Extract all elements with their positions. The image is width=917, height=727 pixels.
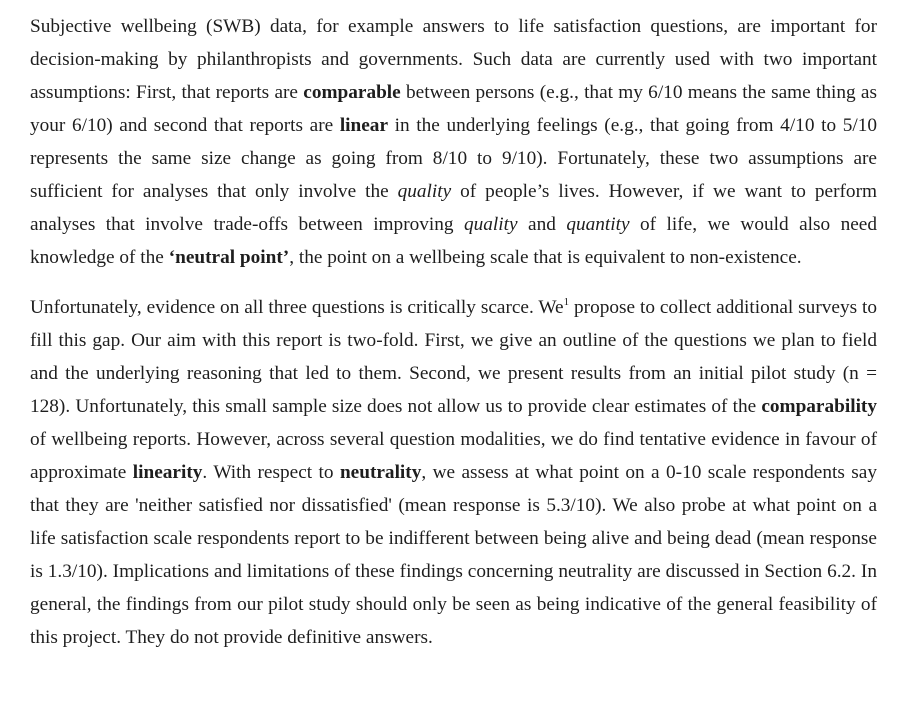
term-quality: quality (464, 214, 518, 235)
text-run: Unfortunately, evidence on all three questions is critically scarce. We (30, 297, 564, 318)
term-comparable: comparable (303, 82, 401, 103)
term-neutrality: neutrality (339, 462, 422, 483)
term-linearity: linearity (132, 462, 203, 483)
text-run: Subjective wellbeing (SWB) data, for example answers to life satisfaction questions, are important for decision-making by philanthropists and governments. Such data are currently used with two important assumptions: First, that reports are (30, 16, 877, 103)
term-quantity: quantity (566, 214, 630, 235)
text-run: propose to collect additional surveys to fill this gap. Our aim with this report is two-fold. First, we give an outline of the questions we plan to field and the underlying reasoning that led to them. Second, we present results from an initial pilot study (n = 128). Unfortunately, this small sample size does not allow us to provide clear estimates of the (30, 297, 877, 417)
text-run: . With respect to (202, 462, 340, 483)
term-comparability: comparability (761, 396, 877, 417)
text-run: in the underlying feelings (e.g., that going from 4/10 to 5/10 represents the same size change as going from 8/10 to 9/10). Fortunately, these two assumptions are sufficient for analyses that only involve the (30, 115, 877, 202)
term-linear: linear (339, 115, 389, 136)
term-quality: quality (397, 181, 452, 202)
text-run: , the point on a wellbeing scale that is equivalent to non-existence. (289, 247, 802, 268)
text-run: and (517, 214, 567, 235)
text-run: , we assess at what point on a 0-10 scale respondents say that they are 'neither satisfied nor dissatisfied' (mean response is 5.3/10). We also probe at what point on a life satisfaction scale respondents report to be indifferent between being alive and being dead (mean response is 1.3/10). Implications and limitations of these findings concerning neutrality are discussed in Section 6.2. In general, the findings from our pilot study should only be seen as being indicative of the general feasibility of this project. They do not provide definitive answers. (30, 462, 877, 648)
paragraph-summary (30, 291, 877, 654)
text-run: of people’s lives. However, if we want to perform analyses that involve trade-offs between improving (30, 181, 877, 235)
text-run: of life, we would also need knowledge of the (30, 214, 878, 268)
text-run: of wellbeing reports. However, across several question modalities, we do find tentative evidence in favour of approximate (30, 429, 877, 483)
paragraph-intro (30, 10, 877, 274)
text-run: between persons (e.g., that my 6/10 means the same thing as your 6/10) and second that reports are (30, 82, 877, 136)
term-neutral-point: ‘neutral point’ (168, 247, 290, 268)
footnote-ref[interactable]: 1 (563, 296, 570, 308)
